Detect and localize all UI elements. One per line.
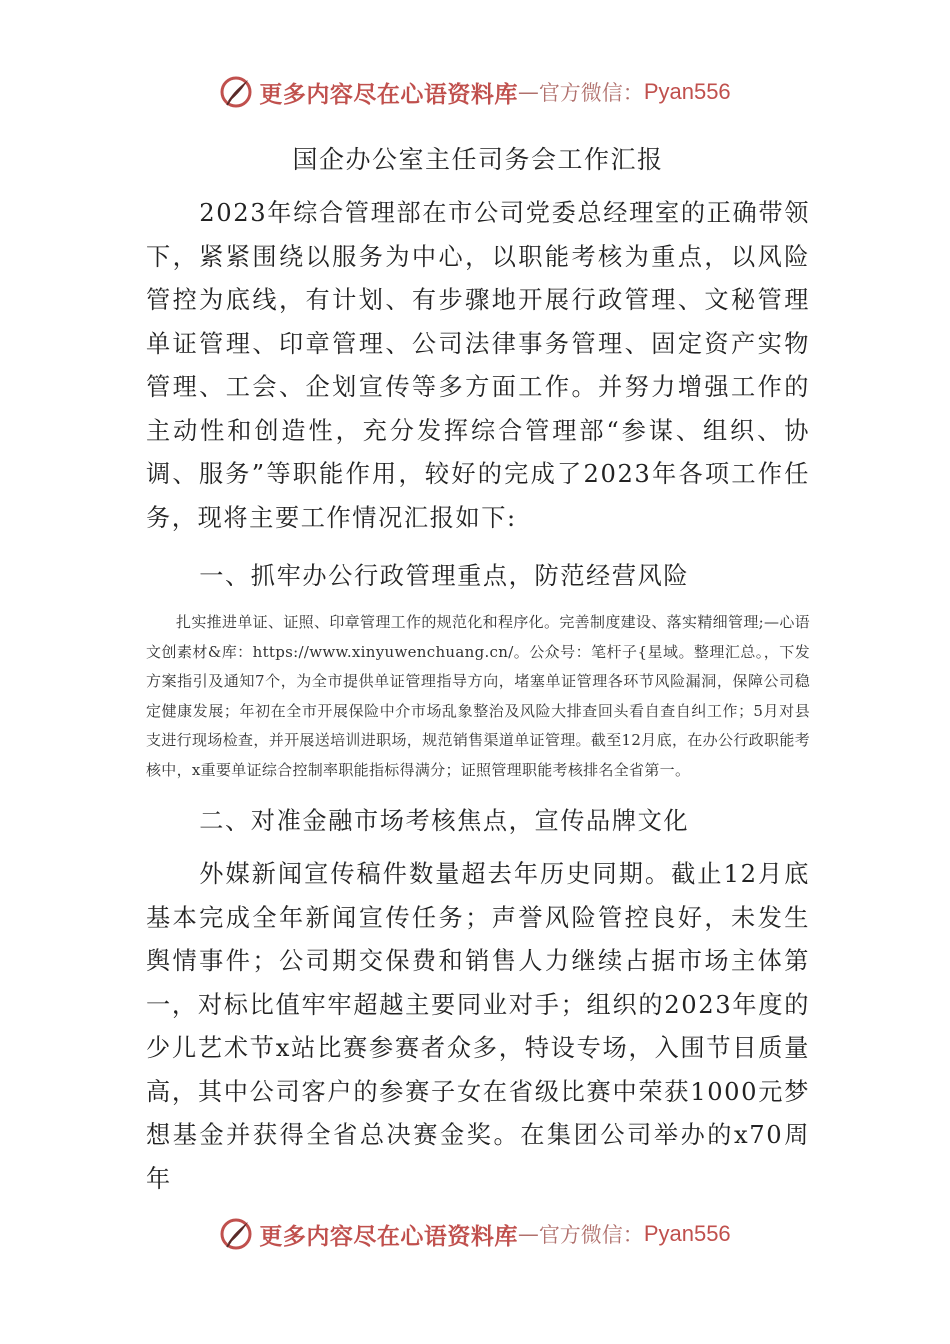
watermark-wechat-label: 官方微信： bbox=[538, 1223, 644, 1247]
quill-logo-icon bbox=[219, 1217, 253, 1251]
watermark-wechat-id: Pyan556 bbox=[643, 1221, 731, 1246]
watermark-wechat-label: 官方微信： bbox=[538, 81, 644, 105]
section2-heading: 二、对准金融市场考核焦点，宣传品牌文化 bbox=[199, 807, 690, 835]
watermark-brand-text: 更多内容尽在心语资料库 bbox=[259, 81, 518, 108]
watermark-brand-text: 更多内容尽在心语资料库 bbox=[259, 1223, 518, 1250]
watermark-separator: — bbox=[517, 1222, 539, 1246]
section2-paragraph: 外媒新闻宣传稿件数量超去年历史同期。截止12月底基本完成全年新闻宣传任务；声誉风险管控良好，未发生舆情事件；公司期交保费和销售人力继续占据市场主体第一，对标比值牢牢超越主要同业对手；组织的2023年度的少儿艺术节x站比赛参赛者众多，特设专场，入围节目质量高，其中公司客户的参赛子女在省级比赛中荣获1000元梦想基金并获得全省总决赛金奖。在集团公司举办的x70周年 bbox=[146, 860, 810, 1193]
section1-heading: 一、抓牢办公行政管理重点，防范经营风险 bbox=[199, 562, 690, 590]
section1-paragraph: 扎实推进单证、证照、印章管理工作的规范化和程序化。完善制度建设、落实精细管理;—心语文创素材&库：https://www.xinyuwenchuang.cn/。公众号：笔杆子{星域。整理汇总。，下发方案指引及通知7个，为全市提供单证管理指导方向，堵塞单证管理各环节风险漏洞，保障公司稳定健康发展；年初在全市开展保险中介市场乱象整治及风险大排查回头看自查自纠工作；5月对县支进行现场检查，并开展送培训进职场，规范销售渠道单证管理。截至12月底，在办公行政职能考核中，x重要单证综合控制率职能指标得满分；证照管理职能考核排名全省第一。 bbox=[146, 613, 810, 779]
intro-paragraph: 2023年综合管理部在市公司党委总经理室的正确带领下，紧紧围绕以服务为中心，以职能考核为重点，以风险管控为底线，有计划、有步骤地开展行政管理、文秘管理单证管理、印章管理、公司法律事务管理、固定资产实物管理、工会、企划宣传等多方面工作。并努力增强工作的主动性和创造性，充分发挥综合管理部“参谋、组织、协调、服务”等职能作用，较好的完成了2023年各项工作任务，现将主要工作情况汇报如下: bbox=[146, 199, 810, 532]
watermark-banner-bottom bbox=[0, 1212, 950, 1256]
watermark-wechat-id: Pyan556 bbox=[643, 79, 731, 104]
document-body bbox=[146, 138, 810, 1201]
watermark-separator: — bbox=[517, 80, 539, 104]
watermark-banner-top bbox=[0, 70, 950, 114]
document-title: 国企办公室主任司务会工作汇报 bbox=[292, 145, 664, 174]
quill-logo-icon bbox=[219, 75, 253, 109]
